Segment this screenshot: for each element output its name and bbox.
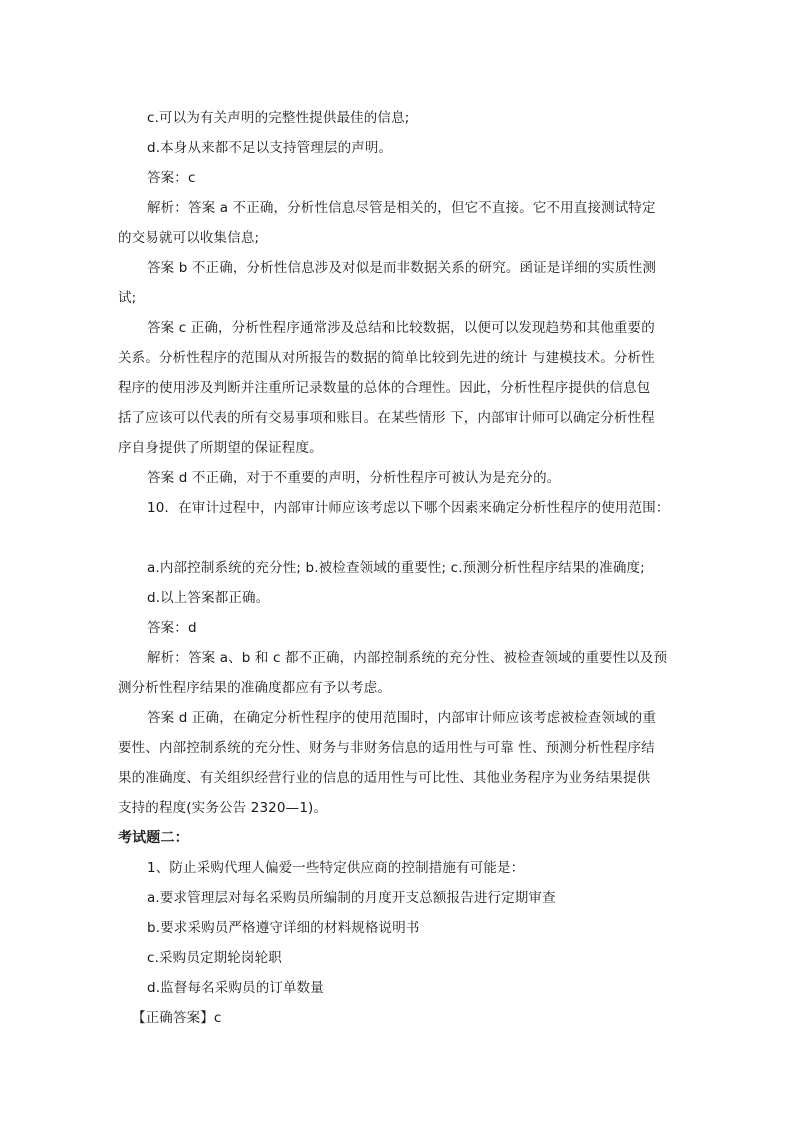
correct-answer-label: 【正确答案】c	[132, 1010, 222, 1026]
section-heading: 考试题二：	[118, 830, 189, 846]
analysis-line: 答案 d 不正确，对于不重要的声明，分析性程序可被认为是充分的。	[147, 470, 561, 486]
analysis-line: 果的准确度、有关组织经营行业的信息的适用性与可比性、其他业务程序为业务结果提供	[118, 770, 651, 786]
analysis-line: 关系。分析性程序的范围从对所报告的数据的简单比较到先进的统计 与建模技术。分析性	[118, 350, 655, 366]
analysis-line: 的交易就可以收集信息;	[118, 230, 260, 246]
analysis-line: 程序的使用涉及判断并注重所记录数量的总体的合理性。因此，分析性程序提供的信息包	[118, 380, 651, 396]
analysis-line: 解析：答案 a 不正确，分析性信息尽管是相关的，但它不直接。它不用直接测试特定	[147, 200, 656, 216]
analysis-line: 答案 d 正确，在确定分析性程序的使用范围时，内部审计师应该考虑被检查领域的重	[147, 710, 657, 726]
question-10-options: a.内部控制系统的充分性; b.被检查领域的重要性; c.预测分析性程序结果的准确度;	[147, 560, 645, 576]
answer-text: 答案：d	[147, 620, 197, 636]
analysis-line: 支持的程度(实务公告 2320—1)。	[118, 800, 328, 816]
question-10-text: 10．在审计过程中，内部审计师应该考虑以下哪个因素来确定分析性程序的使用范围：	[147, 500, 670, 516]
analysis-line: 试;	[118, 290, 137, 306]
question-1-text: 1、防止采购代理人偏爱一些特定供应商的控制措施有可能是：	[147, 860, 525, 876]
question-10-option-d: d.以上答案都正确。	[147, 590, 270, 606]
option-c-text: c.可以为有关声明的完整性提供最佳的信息;	[147, 110, 410, 126]
analysis-line: 解析：答案 a、b 和 c 都不正确，内部控制系统的充分性、被检查领域的重要性以及预	[147, 650, 668, 666]
analysis-line: 序自身提供了所期望的保证程度。	[118, 440, 323, 456]
question-1-option-b: b.要求采购员严格遵守详细的材料规格说明书	[147, 920, 420, 936]
analysis-line: 括了应该可以代表的所有交易事项和账目。在某些情形 下，内部审计师可以确定分析性程	[118, 410, 655, 426]
question-1-option-c: c.采购员定期轮岗轮职	[147, 950, 282, 966]
analysis-line: 要性、内部控制系统的充分性、财务与非财务信息的适用性与可靠 性、预测分析性程序结	[118, 740, 655, 756]
analysis-line: 测分析性程序结果的准确度都应有予以考虑。	[118, 680, 391, 696]
answer-text: 答案：c	[147, 170, 196, 186]
option-d-text: d.本身从来都不足以支持管理层的声明。	[147, 140, 393, 156]
analysis-line: 答案 b 不正确，分析性信息涉及对似是而非数据关系的研究。函证是详细的实质性测	[147, 260, 657, 276]
question-1-option-a: a.要求管理层对每名采购员所编制的月度开支总额报告进行定期审查	[147, 890, 556, 906]
analysis-line: 答案 c 正确，分析性程序通常涉及总结和比较数据，以便可以发现趋势和其他重要的	[147, 320, 655, 336]
question-1-option-d: d.监督每名采购员的订单数量	[147, 980, 324, 996]
